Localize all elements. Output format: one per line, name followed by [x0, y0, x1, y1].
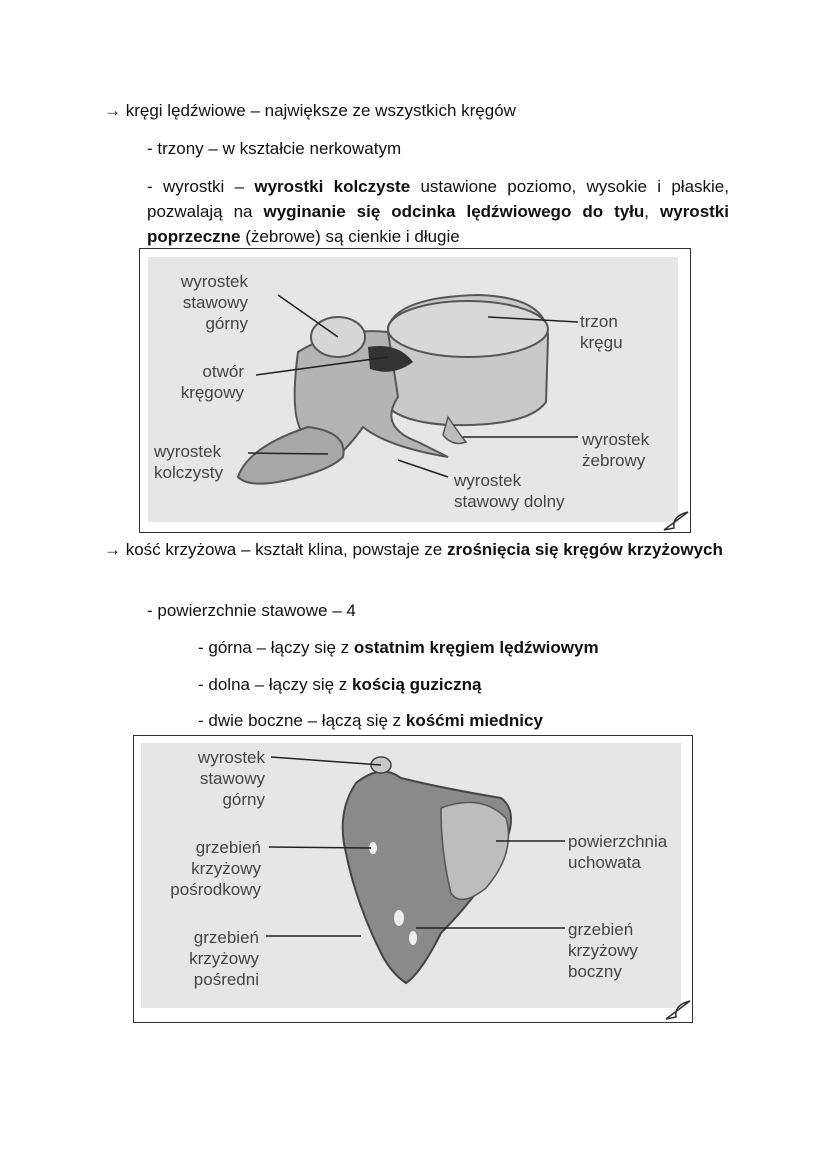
bold-span: wyginanie się odcinka lędźwiowego do tyłu [263, 202, 645, 221]
label-lateral-crest: grzebień krzyżowy boczny [568, 920, 638, 981]
text-span: - dolna – łączy się z [198, 675, 353, 694]
section2-heading [104, 537, 729, 562]
label-auricular: powierzchnia uchowata [568, 832, 668, 872]
label-body: trzon kręgu [580, 312, 623, 352]
label-upper-articular: wyrostek stawowy górny [180, 272, 248, 333]
text-span: ustawione poziomo, wysokie i płaskie, pozwalają na [147, 177, 729, 221]
text-span: - wyrostki – [147, 177, 255, 196]
label-costal: wyrostek żebrowy [582, 430, 650, 470]
label-sacrum-upper-articular: wyrostek stawowy górny [197, 748, 265, 809]
section1-item-wyrostki [147, 174, 729, 249]
section2-sub-dolna [198, 673, 481, 697]
text-span: , [644, 202, 661, 221]
bold-span: wyrostki kolczyste [254, 177, 411, 196]
bold-span: kością guziczną [352, 675, 482, 694]
page-curl-icon [662, 508, 690, 532]
label-median-crest: grzebień krzyżowy pośrodkowy [170, 838, 261, 899]
label-spinous: wyrostek kolczysty [154, 442, 223, 482]
text-span: - dwie boczne – łączą się z [198, 711, 406, 730]
text-span: - górna – łączy się z [198, 638, 354, 657]
text-span: (żebrowe) są cienkie i długie [240, 227, 460, 246]
section2-sub-gorna [198, 636, 599, 660]
page-curl-icon [664, 997, 692, 1021]
label-foramen: otwór kręgowy [180, 362, 244, 402]
section2-item-powierzchnie: - powierzchnie stawowe – 4 [147, 601, 356, 620]
bold-span: wyrostki poprzeczne [147, 202, 729, 246]
section2-sub-boczne [198, 709, 543, 733]
text-span: → kość krzyżowa – kształt klina, powstaje ze [104, 540, 447, 559]
figure1-image [148, 257, 678, 522]
section1-item-trzony: - trzony – w kształcie nerkowatym [147, 139, 402, 158]
label-inferior-articular: wyrostek stawowy dolny [454, 471, 565, 511]
section1-heading: → kręgi lędźwiowe – największe ze wszystkich kręgów [104, 101, 516, 120]
bold-span: zrośnięcia się kręgów krzyżowych [446, 540, 723, 559]
label-intermediate-crest: grzebień krzyżowy pośredni [189, 928, 259, 989]
figure2-image [141, 743, 681, 1008]
bold-span: ostatnim kręgiem lędźwiowym [353, 638, 599, 657]
bold-span: kośćmi miednicy [405, 711, 543, 730]
